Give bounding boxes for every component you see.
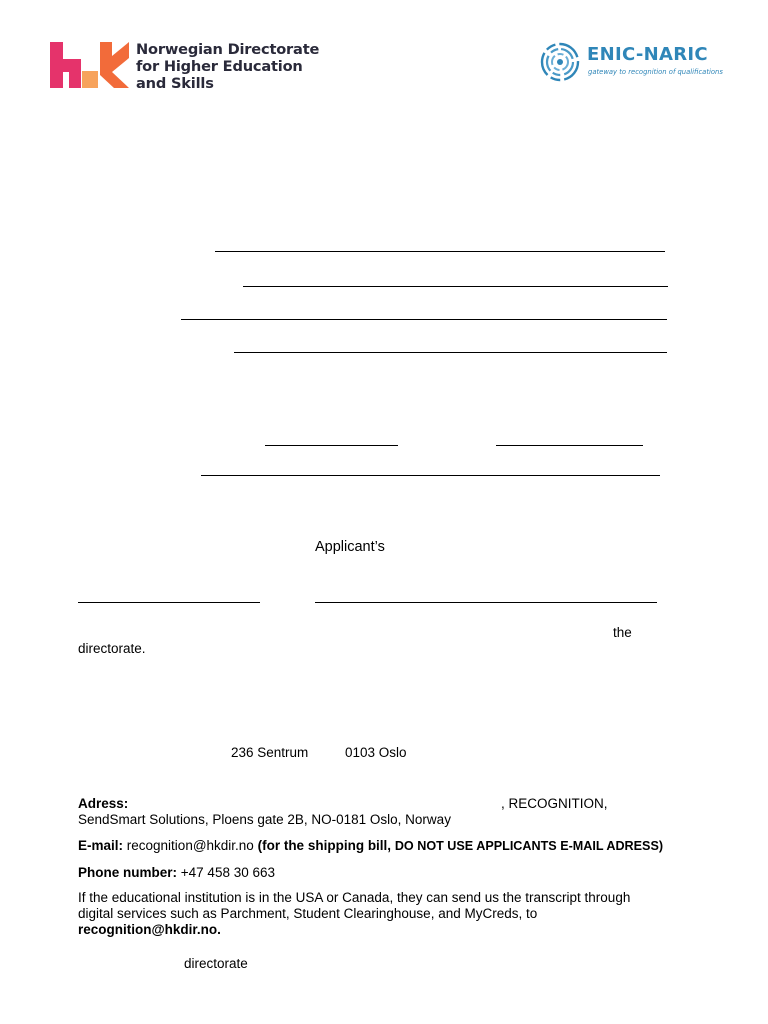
the-text: the	[613, 625, 632, 640]
shipping-address: SendSmart Solutions, Ploens gate 2B, NO-0181 Oslo, Norway	[78, 812, 451, 827]
hk-org-line2: for Higher Education	[136, 58, 303, 75]
phone-row	[78, 865, 275, 880]
email-link[interactable]: recognition@hkdir.no	[126, 838, 254, 853]
enic-naric-title: ENIC-NARIC	[587, 44, 708, 65]
form-line-6[interactable]	[201, 475, 660, 476]
form-line-2[interactable]	[243, 286, 668, 287]
applicant-label: Applicant’s	[315, 539, 385, 555]
hk-org-line1: Norwegian Directorate	[136, 41, 320, 58]
digital-text-line1: If the educational institution is in the USA or Canada, they can send us the transcript through	[78, 890, 631, 905]
directorate-text: directorate.	[78, 641, 146, 656]
adress-label: Adress:	[78, 796, 129, 811]
enic-naric-subtitle: gateway to recognition of qualifications	[588, 68, 723, 76]
form-line-4[interactable]	[234, 352, 667, 353]
form-line-5a[interactable]	[265, 445, 398, 446]
digital-services-paragraph	[78, 890, 708, 938]
digital-text-line2: digital services such as Parchment, Student Clearinghouse, and MyCreds, to	[78, 906, 538, 921]
email-label: E-mail:	[78, 838, 124, 853]
postal-box: 236 Sentrum	[231, 745, 309, 760]
date-line[interactable]	[78, 602, 260, 603]
recognition-text: , RECOGNITION,	[501, 796, 608, 811]
postal-city: 0103 Oslo	[345, 745, 407, 760]
form-line-3[interactable]	[181, 319, 667, 320]
phone-label: Phone number:	[78, 865, 178, 880]
form-line-1[interactable]	[215, 251, 665, 252]
enic-naric-logo-icon	[540, 42, 580, 82]
hk-org-name	[136, 41, 319, 92]
email-note: (for the shipping bill,	[257, 838, 392, 853]
hk-logo-icon	[50, 42, 130, 90]
footer-directorate: directorate	[184, 956, 248, 971]
hk-org-line3: and Skills	[136, 75, 214, 92]
signature-line[interactable]	[315, 602, 657, 603]
email-warning: DO NOT USE APPLICANTS E-MAIL ADRESS)	[394, 839, 664, 853]
digital-email-link[interactable]: recognition@hkdir.no.	[78, 922, 221, 937]
form-line-5b[interactable]	[496, 445, 643, 446]
phone-value: +47 458 30 663	[180, 865, 275, 880]
email-row	[78, 838, 663, 853]
